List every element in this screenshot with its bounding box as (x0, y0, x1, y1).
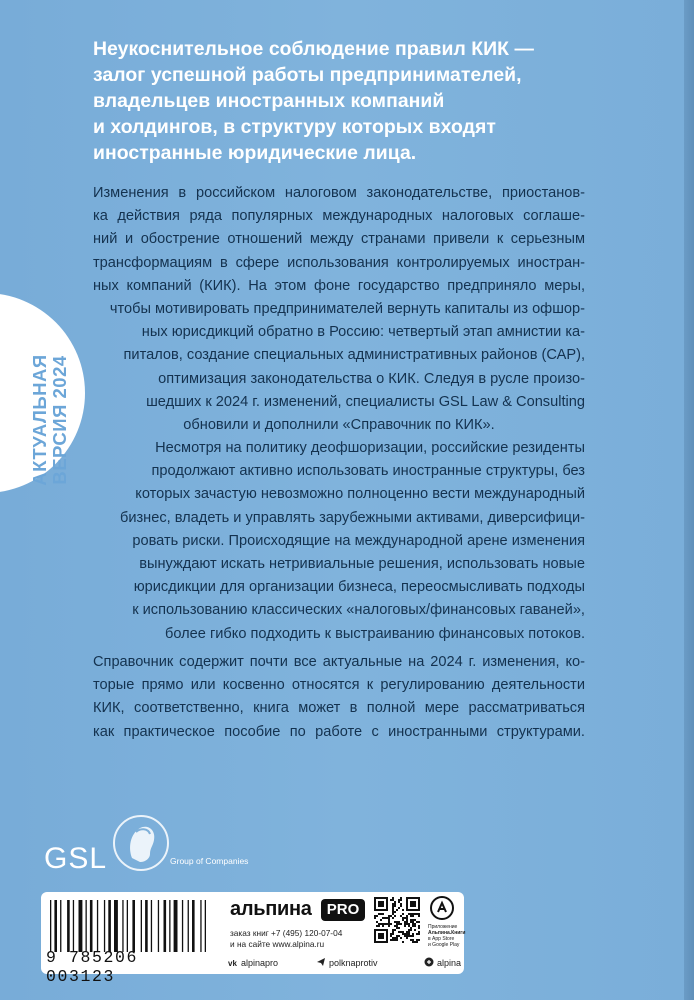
text-line: КИК, соответственно, книга может в полной мере рассматриваться (93, 700, 585, 717)
text-line: ровать риски. Происходящие на международной арене изменения (132, 532, 585, 549)
social-vk (228, 957, 278, 968)
text-line: шедших к 2024 г. изменений, специалисты GSL Law & Consulting (146, 393, 585, 410)
badge-line-2: ВЕРСИЯ 2024 (49, 355, 70, 485)
text-line: ка действия ряда популярных международных налоговых соглаше- (93, 208, 585, 225)
text-line: вынуждают искать нетривиальные решения, использовать новые (139, 556, 585, 573)
text-line: торые прямо или косвенно относятся к регулированию деятельности (93, 677, 585, 694)
app-line: Альпина.Книги (428, 930, 466, 936)
text-line: как практическое пособие по работе с иностранными структурами. (93, 723, 585, 740)
order-info (230, 928, 370, 949)
text-line: юрисдикции для организации бизнеса, переосмысливать подходы (133, 579, 585, 596)
text-line: бизнес, владеть и управлять зарубежными активами, диверсифици- (119, 509, 585, 526)
headline (93, 36, 653, 166)
headline-line: Неукоснительное соблюдение правил КИК — (93, 38, 534, 60)
text-line: более гибко подходить к выстраиванию финансовых потоков. (165, 625, 585, 642)
text-line: которых зачастую невозможно полноценно вести международный (135, 486, 585, 503)
social-alpina (424, 957, 461, 968)
app-info (428, 924, 468, 948)
text-line: Справочник содержит почти все актуальные на 2024 г. изменения, ко- (93, 654, 585, 670)
publisher-brand: альпина (230, 898, 312, 920)
text-line: чтобы мотивировать предпринимателей вернуть капиталы из офшор- (109, 301, 585, 318)
text-line: оптимизация законодательства о КИК. Следуя в русле произо- (158, 370, 585, 387)
telegram-icon (316, 957, 326, 967)
gsl-emblem-icon (110, 812, 172, 874)
app-line: и Google Play (428, 942, 460, 948)
text-line: Несмотря на политику деофшоризации, российские резиденты (155, 440, 585, 456)
alpina-social-icon (424, 957, 434, 967)
social-links (228, 957, 460, 971)
isbn-digits: 9 785206 003123 (46, 948, 139, 986)
gsl-subtitle: Group of Companies (170, 856, 249, 866)
social-alpina-label: alpina (437, 958, 462, 968)
headline-line: и холдингов, в структуру которых входят (93, 116, 496, 138)
text-line: ных юрисдикций обратно в Россию: четвертый этап амнистии ка- (141, 324, 585, 341)
paragraph-1 (93, 182, 585, 437)
badge-line-1: АКТУАЛЬНАЯ (29, 354, 50, 486)
paragraph-2 (93, 437, 585, 646)
text-line: ний и обострение отношений между странами привели к серьезным (93, 231, 585, 248)
text-line: ных компаний (КИК). На этом фоне государство предприняло меры, (93, 277, 585, 294)
svg-text:vk: vk (228, 959, 237, 967)
barcode-icon (48, 900, 212, 952)
headline-line: иностранные юридические лица. (93, 142, 417, 164)
text-line: к использованию классических «налоговых/финансовых гаваней», (132, 602, 585, 619)
order-phone: заказ книг +7 (495) 120-07-04 (230, 928, 343, 938)
order-site: и на сайте www.alpina.ru (230, 938, 325, 949)
social-telegram-label: polknaprotiv (329, 958, 378, 968)
publisher-pro-badge: PRO (321, 899, 365, 921)
text-line: продолжают активно использовать иностранные структуры, без (151, 463, 585, 480)
text-line: Изменения в российском налоговом законодательстве, приостанов- (93, 185, 585, 201)
social-vk-label: alpinapro (241, 958, 279, 968)
text-line: питалов, создание специальных административных районов (САР), (123, 347, 585, 364)
version-badge-text (20, 345, 80, 495)
headline-line: владельцев иностранных компаний (93, 90, 445, 112)
app-line: Приложение (428, 924, 458, 930)
gsl-logo: GSL (44, 842, 108, 875)
paragraph-3 (93, 651, 585, 744)
text-line: обновили и дополнили «Справочник по КИК». (183, 417, 495, 434)
social-telegram (316, 957, 378, 968)
qr-code-icon (374, 897, 420, 943)
text-line: трансформациям в сфере использования контролируемых иностран- (93, 254, 585, 271)
vk-icon (228, 957, 238, 967)
spine-edge (684, 0, 694, 1000)
headline-line: залог успешной работы предпринимателей, (93, 64, 522, 86)
app-line: в App Store (428, 936, 455, 942)
alpina-app-icon (430, 896, 454, 920)
